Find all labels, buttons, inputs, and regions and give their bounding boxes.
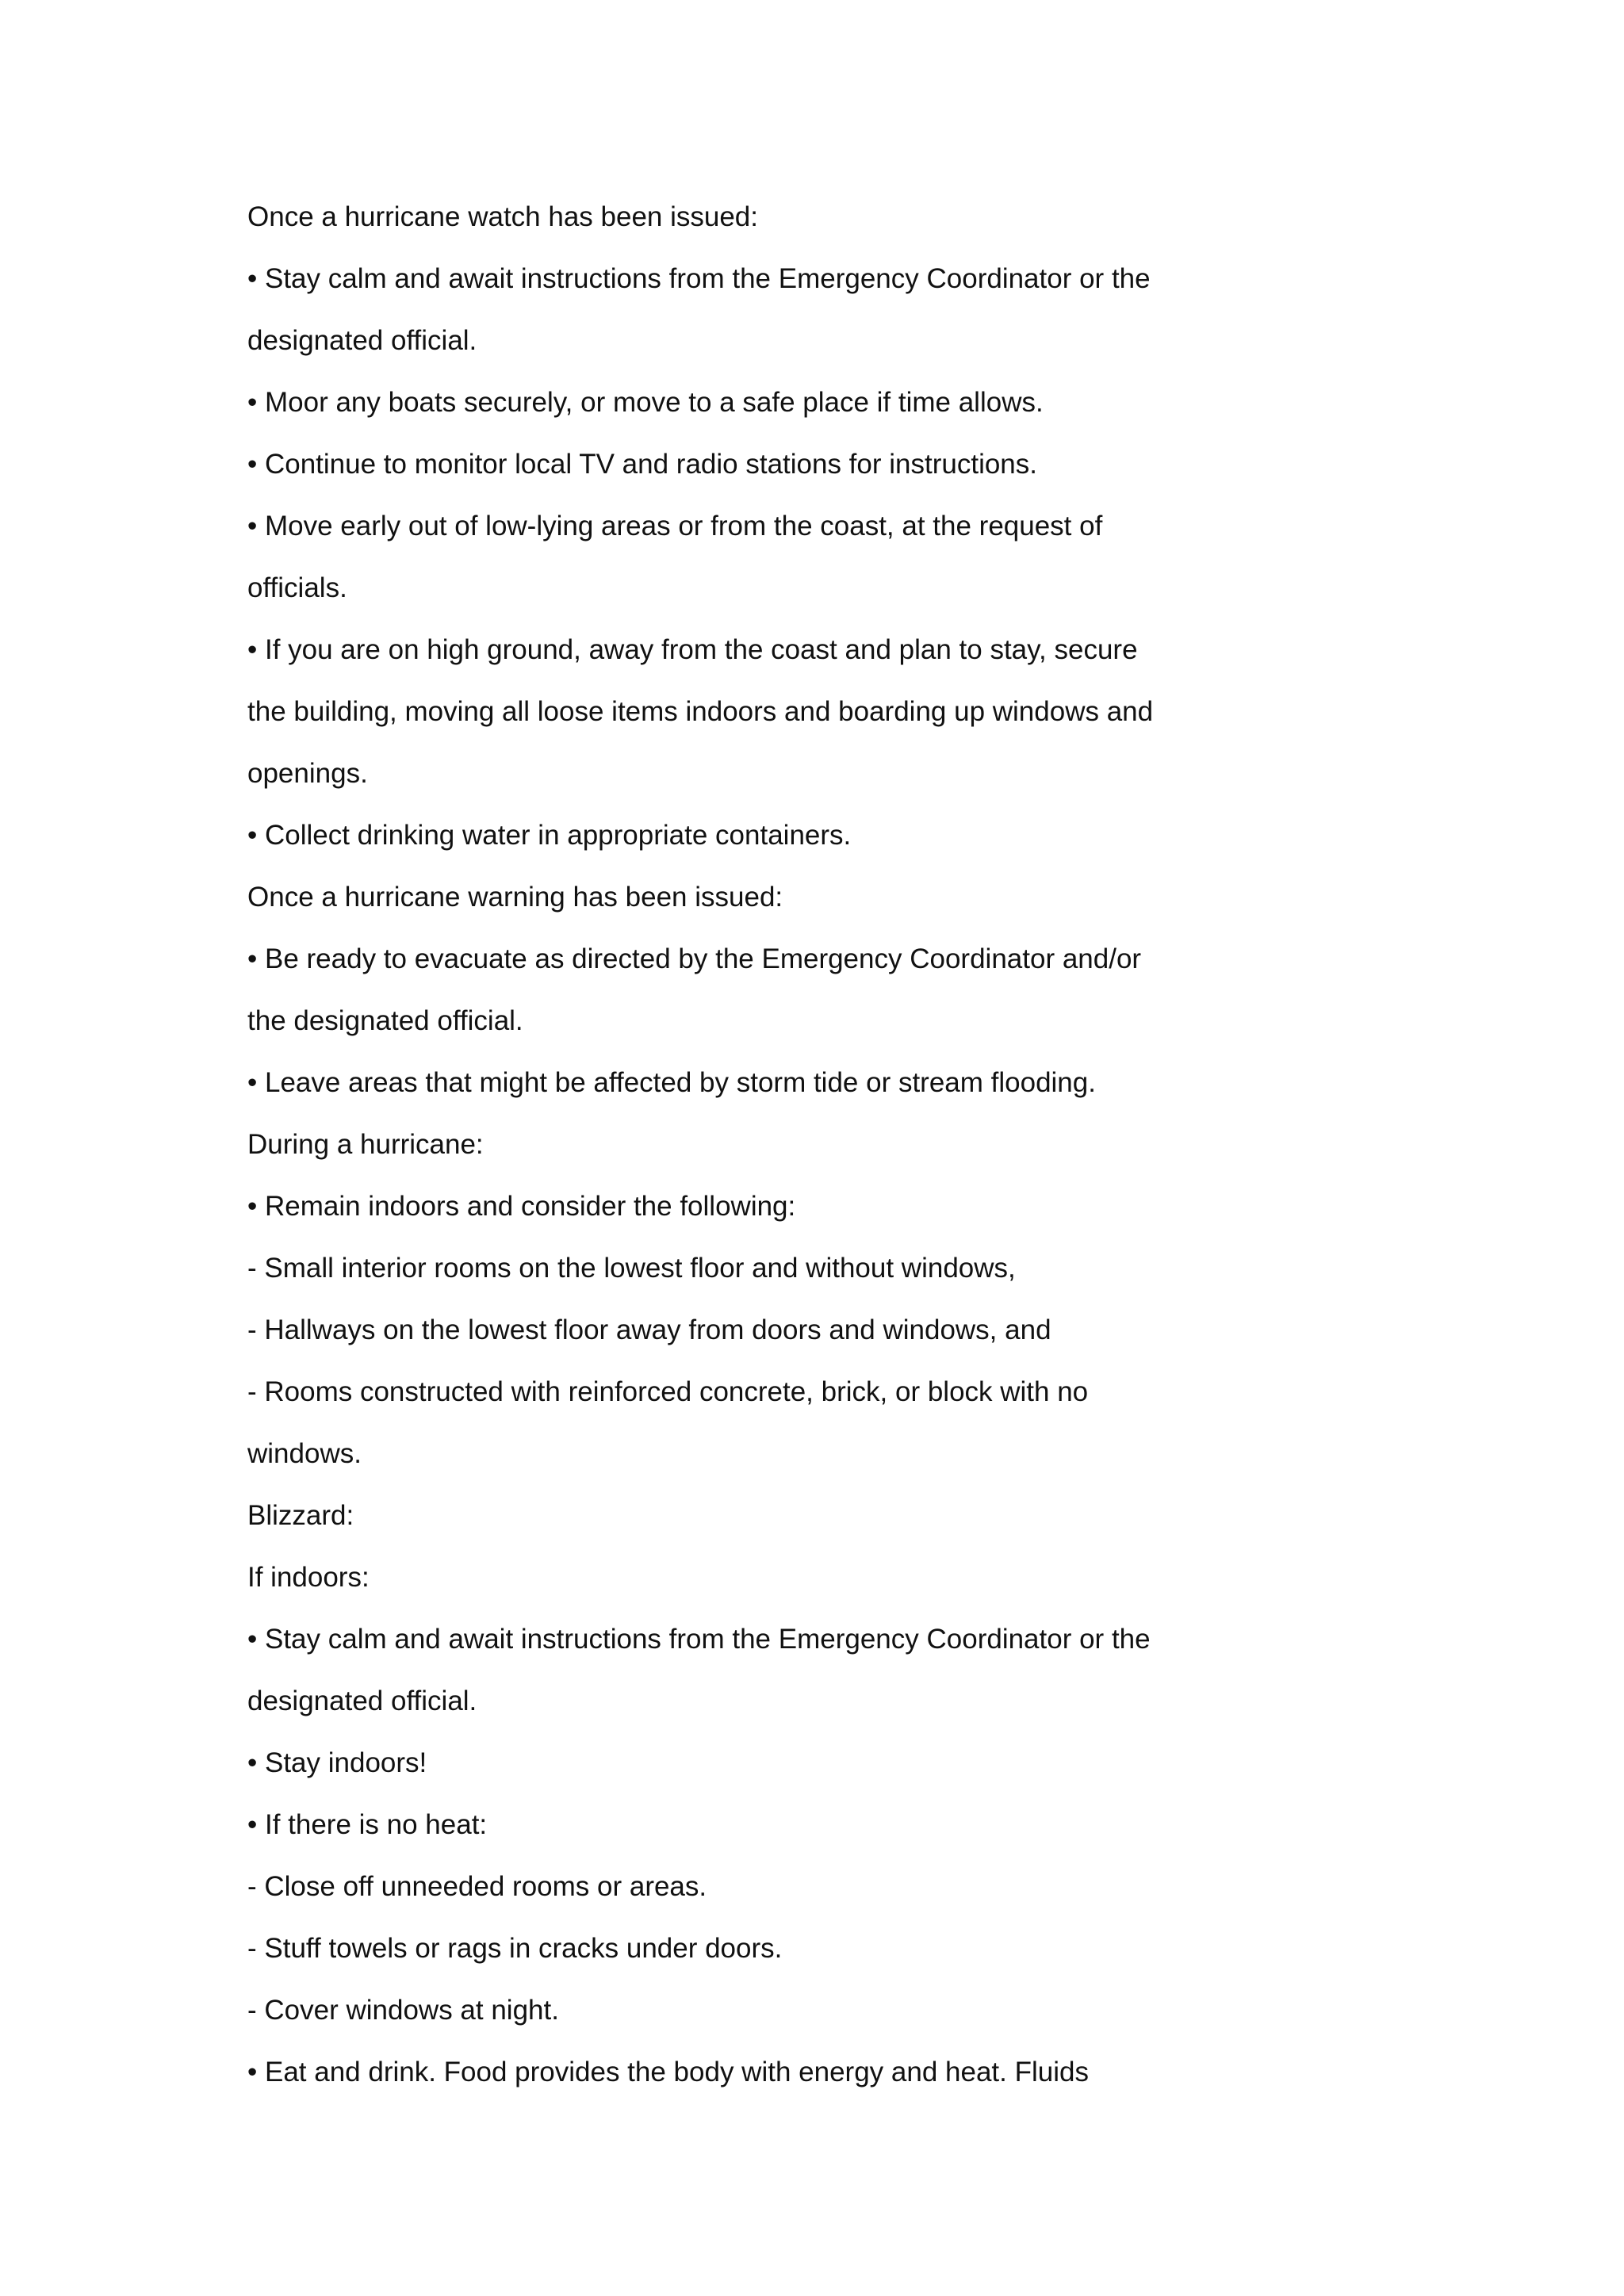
- text-line: • Stay indoors!: [247, 1747, 427, 1778]
- text-line: • Move early out of low-lying areas or from the coast, at the request of: [247, 511, 1103, 541]
- text-line: • Stay calm and await instructions from the Emergency Coordinator or the: [247, 1624, 1151, 1655]
- text-line: • If you are on high ground, away from the coast and plan to stay, secure: [247, 634, 1138, 665]
- text-line: • Collect drinking water in appropriate containers.: [247, 820, 852, 851]
- text-line: - Hallways on the lowest floor away from doors and windows, and: [247, 1314, 1051, 1345]
- text-line: - Stuff towels or rags in cracks under doors.: [247, 1933, 783, 1964]
- text-line: designated official.: [247, 1686, 477, 1716]
- text-line: - Cover windows at night.: [247, 1995, 559, 2026]
- text-line: • Leave areas that might be affected by storm tide or stream flooding.: [247, 1067, 1096, 1098]
- text-line: • Stay calm and await instructions from the Emergency Coordinator or the: [247, 263, 1151, 294]
- subheading-if-indoors: If indoors:: [247, 1562, 370, 1593]
- text-line: • Eat and drink. Food provides the body with energy and heat. Fluids: [247, 2057, 1089, 2087]
- text-line: windows.: [247, 1438, 362, 1469]
- section-heading-hurricane-warning: Once a hurricane warning has been issued:: [247, 882, 783, 913]
- text-line: • Be ready to evacuate as directed by the Emergency Coordinator and/or: [247, 943, 1142, 974]
- text-line: - Close off unneeded rooms or areas.: [247, 1871, 707, 1902]
- text-line: openings.: [247, 758, 368, 789]
- text-line: designated official.: [247, 325, 477, 356]
- text-line: - Small interior rooms on the lowest floor and without windows,: [247, 1253, 1016, 1284]
- text-line: the designated official.: [247, 1005, 523, 1036]
- section-heading-during-hurricane: During a hurricane:: [247, 1129, 484, 1160]
- section-heading-blizzard: Blizzard:: [247, 1500, 354, 1531]
- text-line: - Rooms constructed with reinforced concrete, brick, or block with no: [247, 1376, 1089, 1407]
- text-line: • Moor any boats securely, or move to a safe place if time allows.: [247, 387, 1044, 418]
- text-line: • Continue to monitor local TV and radio stations for instructions.: [247, 449, 1037, 480]
- section-heading-hurricane-watch: Once a hurricane watch has been issued:: [247, 201, 758, 232]
- text-line: • Remain indoors and consider the following:: [247, 1191, 796, 1222]
- text-line: the building, moving all loose items indoors and boarding up windows and: [247, 696, 1154, 727]
- text-line: • If there is no heat:: [247, 1809, 488, 1840]
- text-line: officials.: [247, 572, 347, 603]
